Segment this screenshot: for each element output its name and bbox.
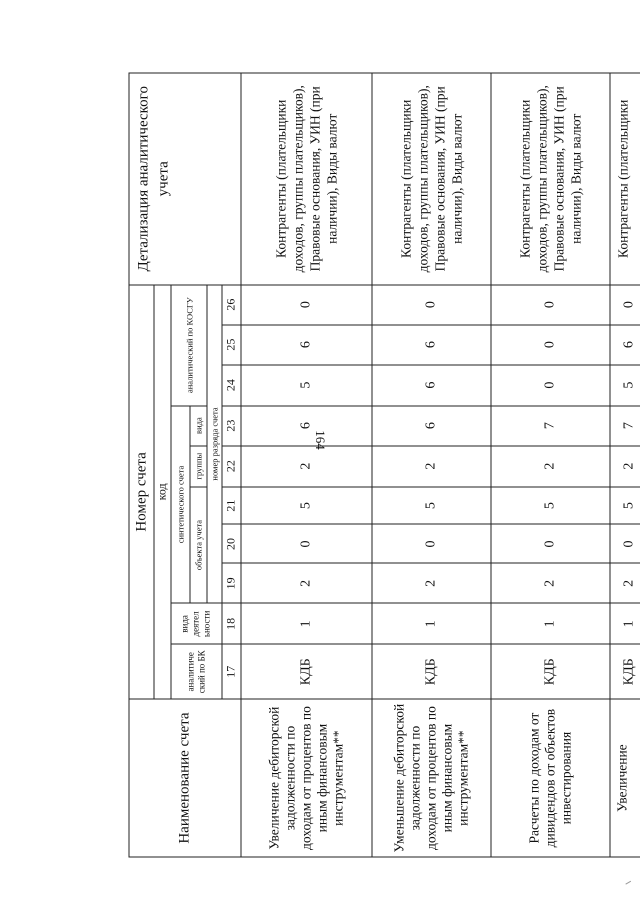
row-2-value-19: 2 [372, 563, 491, 603]
row-1-value-19: 2 [240, 563, 372, 603]
row-1-value-22: 2 [240, 445, 372, 486]
row-4-value-25: 6 [610, 324, 640, 364]
header-group: группы [189, 445, 207, 486]
table-row [491, 73, 610, 857]
row-2-value-22: 2 [372, 445, 491, 486]
row-4-account-name: Увеличение [610, 699, 640, 857]
row-2-value-25: 6 [372, 324, 491, 364]
row-1-value-17: КДБ [240, 644, 372, 699]
digit-17: 17 [221, 644, 240, 699]
table-row [610, 73, 640, 857]
row-3-value-26: 0 [491, 284, 610, 324]
header-account-name: Наименование счета [129, 699, 241, 857]
row-4-value-24: 5 [610, 364, 640, 405]
header-activity-type: вида деятел ьности [170, 603, 221, 644]
digit-22: 22 [221, 445, 240, 486]
row-1-value-24: 5 [240, 364, 372, 405]
row-3-value-21: 5 [491, 486, 610, 524]
row-2-value-26: 0 [372, 284, 491, 324]
table-row [240, 73, 372, 857]
digit-21: 21 [221, 486, 240, 524]
row-1-value-26: 0 [240, 284, 372, 324]
row-3-value-22: 2 [491, 445, 610, 486]
row-3-value-18: 1 [491, 603, 610, 644]
row-1-value-23: 6 [240, 405, 372, 445]
row-4-value-22: 2 [610, 445, 640, 486]
row-3-value-25: 0 [491, 324, 610, 364]
row-4-value-21: 5 [610, 486, 640, 524]
row-1-value-25: 6 [240, 324, 372, 364]
header-kind: вида [189, 405, 207, 445]
row-3-value-24: 0 [491, 364, 610, 405]
row-2-value-18: 1 [372, 603, 491, 644]
row-3-value-20: 0 [491, 524, 610, 563]
row-1-account-name: Увеличение дебиторской задолженности по доходам от процентов по иным финансовым инструментам** [240, 699, 372, 857]
digit-18: 18 [221, 603, 240, 644]
row-4-value-19: 2 [610, 563, 640, 603]
header-account-object: объекта учета [189, 486, 207, 603]
header-digit-number: номер разряда счета [207, 284, 222, 603]
row-2-detail: Контрагенты (плательщики доходов, группы плательщиков), Правовые основания, УИН (при наличии), Виды валют [372, 73, 491, 285]
digit-23: 23 [221, 405, 240, 445]
row-1-detail: Контрагенты (плательщики доходов, группы плательщиков), Правовые основания, УИН (при наличии), Виды валют [240, 73, 372, 285]
header-analytic-bk: аналитиче ский по БК [170, 644, 221, 699]
table-row [372, 73, 491, 857]
row-3-value-23: 7 [491, 405, 610, 445]
row-4-value-18: 1 [610, 603, 640, 644]
row-4-value-17: КДБ [610, 644, 640, 699]
digit-26: 26 [221, 284, 240, 324]
digit-25: 25 [221, 324, 240, 364]
row-4-value-26: 0 [610, 284, 640, 324]
row-2-value-24: 6 [372, 364, 491, 405]
row-2-value-17: КДБ [372, 644, 491, 699]
row-3-account-name: Расчеты по доходам от дивидендов от объектов инвестирования [491, 699, 610, 857]
header-synthetic: синтетического счета [170, 405, 189, 603]
scan-mark [625, 881, 632, 887]
row-4-value-20: 0 [610, 524, 640, 563]
header-detail: Детализация аналитического учета [129, 73, 241, 285]
row-1-value-20: 0 [240, 524, 372, 563]
digit-24: 24 [221, 364, 240, 405]
digit-19: 19 [221, 563, 240, 603]
rotated-account-table-container [128, 72, 640, 857]
header-analytic-kosgu: аналитический по КОСГУ [170, 284, 207, 405]
row-3-value-19: 2 [491, 563, 610, 603]
header-code: код [154, 284, 171, 699]
row-4-detail: Контрагенты (плательщики [610, 73, 640, 285]
row-3-detail: Контрагенты (плательщики доходов, группы плательщиков), Правовые основания, УИН (при наличии), Виды валют [491, 73, 610, 285]
account-plan-table [128, 72, 640, 857]
row-3-value-17: КДБ [491, 644, 610, 699]
row-2-value-21: 5 [372, 486, 491, 524]
row-2-value-23: 6 [372, 405, 491, 445]
page-number: 164 [313, 430, 328, 450]
row-2-value-20: 0 [372, 524, 491, 563]
row-2-account-name: Уменьшение дебиторской задолженности по доходам от процентов по иным финансовым инструментам** [372, 699, 491, 857]
row-4-value-23: 7 [610, 405, 640, 445]
row-1-value-18: 1 [240, 603, 372, 644]
row-1-value-21: 5 [240, 486, 372, 524]
digit-20: 20 [221, 524, 240, 563]
header-account-number: Номер счета [129, 284, 154, 699]
